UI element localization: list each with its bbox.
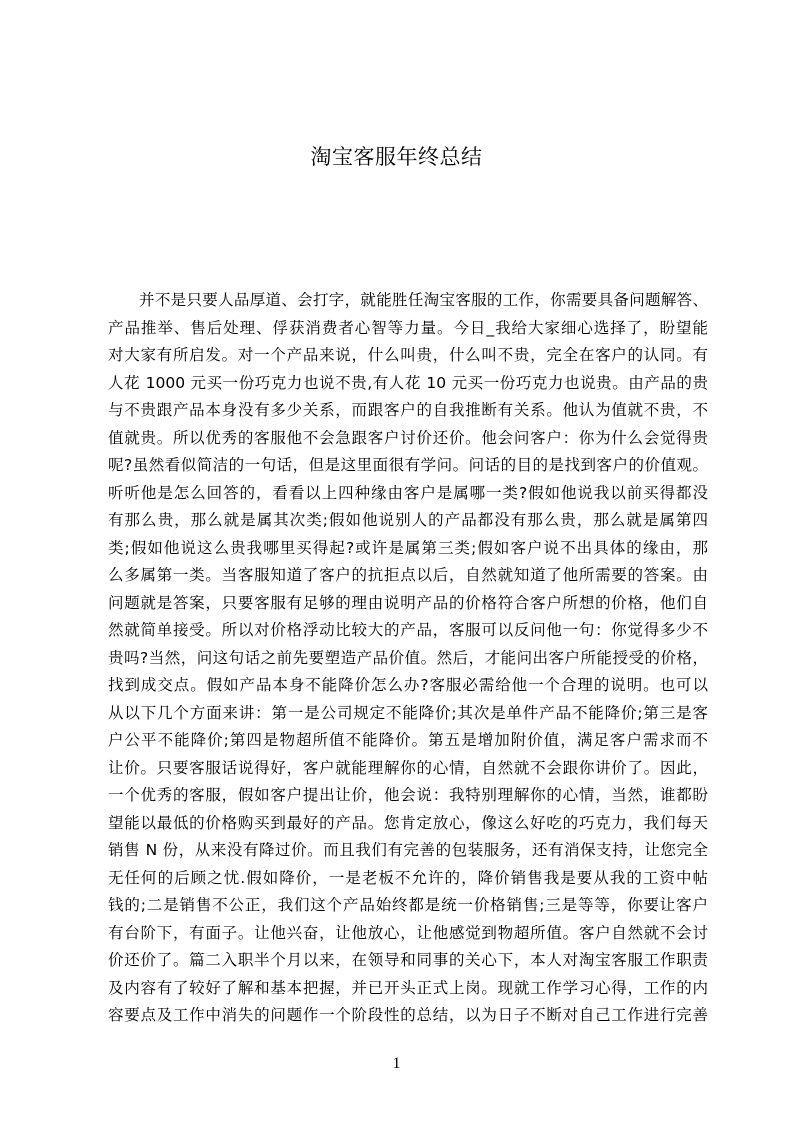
body-line: 人花 1000 元买一份巧克力也说不贵,有人花 10 元买一份巧克力也说贵。由产品的贵 (108, 373, 708, 392)
body-line: 对大家有所启发。对一个产品来说，什么叫贵，什么叫不贵，完全在客户的认同。有 (108, 346, 708, 364)
document-body (108, 287, 708, 1030)
body-line: 及内容有了较好了解和基本把握，并已开头正式上岗。现就工作学习心得，工作的内 (108, 978, 708, 997)
document-title: 淘宝客服年终总结 (310, 145, 483, 169)
body-line: 有那么贵，那么就是属其次类;假如他说别人的产品都没有那么贵，那么就是属第四 (108, 511, 708, 529)
body-line: 找到成交点。假如产品本身不能降价怎么办?客服必需给他一个合理的说明。也可以 (108, 676, 708, 694)
body-line: 贵吗?当然，问这句话之前先要塑造产品价值。然后，才能问出客户所能授受的价格， (108, 648, 708, 667)
body-line: 价还价了。篇二入职半个月以来，在领导和同事的关心下，本人对淘宝客服工作职责 (108, 951, 708, 969)
body-line: 容要点及工作中消失的问题作一个阶段性的总结，以为日子不断对自己工作进行完善 (108, 1006, 708, 1024)
body-line: 呢?虽然看似简洁的一句话，但是这里面很有学问。问话的目的是找到客户的价值观。 (108, 456, 708, 474)
body-line: 无任何的后顾之忧.假如降价，一是老板不允许的，降价销售我是要从我的工资中帖 (108, 868, 708, 887)
body-line: 一个优秀的客服，假如客户提出让价，他会说：我特别理解你的心情，当然，谁都盼 (108, 786, 708, 804)
body-line: 有台阶下，有面子。让他兴奋，让他放心，让他感觉到物超所值。客户自然就不会讨 (108, 923, 708, 942)
body-line: 销售 N 份，从来没有降过价。而且我们有完善的包装服务，还有消保支持，让您完全 (108, 841, 708, 859)
body-line: 类;假如他说这么贵我哪里买得起?或许是属第三类;假如客户说不出具体的缘由，那 (108, 538, 708, 557)
body-line: 并不是只要人品厚道、会打字，就能胜任淘宝客服的工作，你需要具备问题解答、 (139, 291, 708, 309)
body-line: 听听他是怎么回答的，看看以上四种缘由客户是属哪一类?假如他说我以前买得都没 (108, 483, 708, 502)
body-line: 钱的;二是销售不公正，我们这个产品始终都是统一价格销售;三是等等，你要让客户 (108, 896, 708, 914)
body-line: 问题就是答案，只要客服有足够的理由说明产品的价格符合客户所想的价格，他们自 (108, 593, 708, 612)
body-line: 让价。只要客服话说得好，客户就能理解你的心情，自然就不会跟你讲价了。因此， (108, 758, 708, 777)
page-number: 1 (392, 1055, 401, 1072)
body-line: 与不贵跟产品本身没有多少关系，而跟客户的自我推断有关系。他认为值就不贵，不 (108, 401, 708, 419)
body-line: 从以下几个方面来讲：第一是公司规定不能降价;其次是单件产品不能降价;第三是客 (108, 703, 708, 722)
body-line: 然就简单接受。所以对价格浮动比较大的产品，客服可以反问他一句：你觉得多少不 (108, 621, 708, 639)
body-line: 值就贵。所以优秀的客服他不会急跟客户讨价还价。他会问客户：你为什么会觉得贵 (108, 428, 708, 447)
body-line: 么多属第一类。当客服知道了客户的抗拒点以后，自然就知道了他所需要的答案。由 (108, 566, 708, 584)
body-line: 产品推举、售后处理、俘获消费者心智等力量。今日_我给大家细心选择了，盼望能 (108, 318, 708, 337)
body-line: 望能以最低的价格购买到最好的产品。您肯定放心，像这么好吃的巧克力，我们每天 (108, 813, 708, 832)
body-line: 户公平不能降价;第四是物超所值不能降价。第五是增加附价值，满足客户需求而不 (108, 731, 708, 749)
